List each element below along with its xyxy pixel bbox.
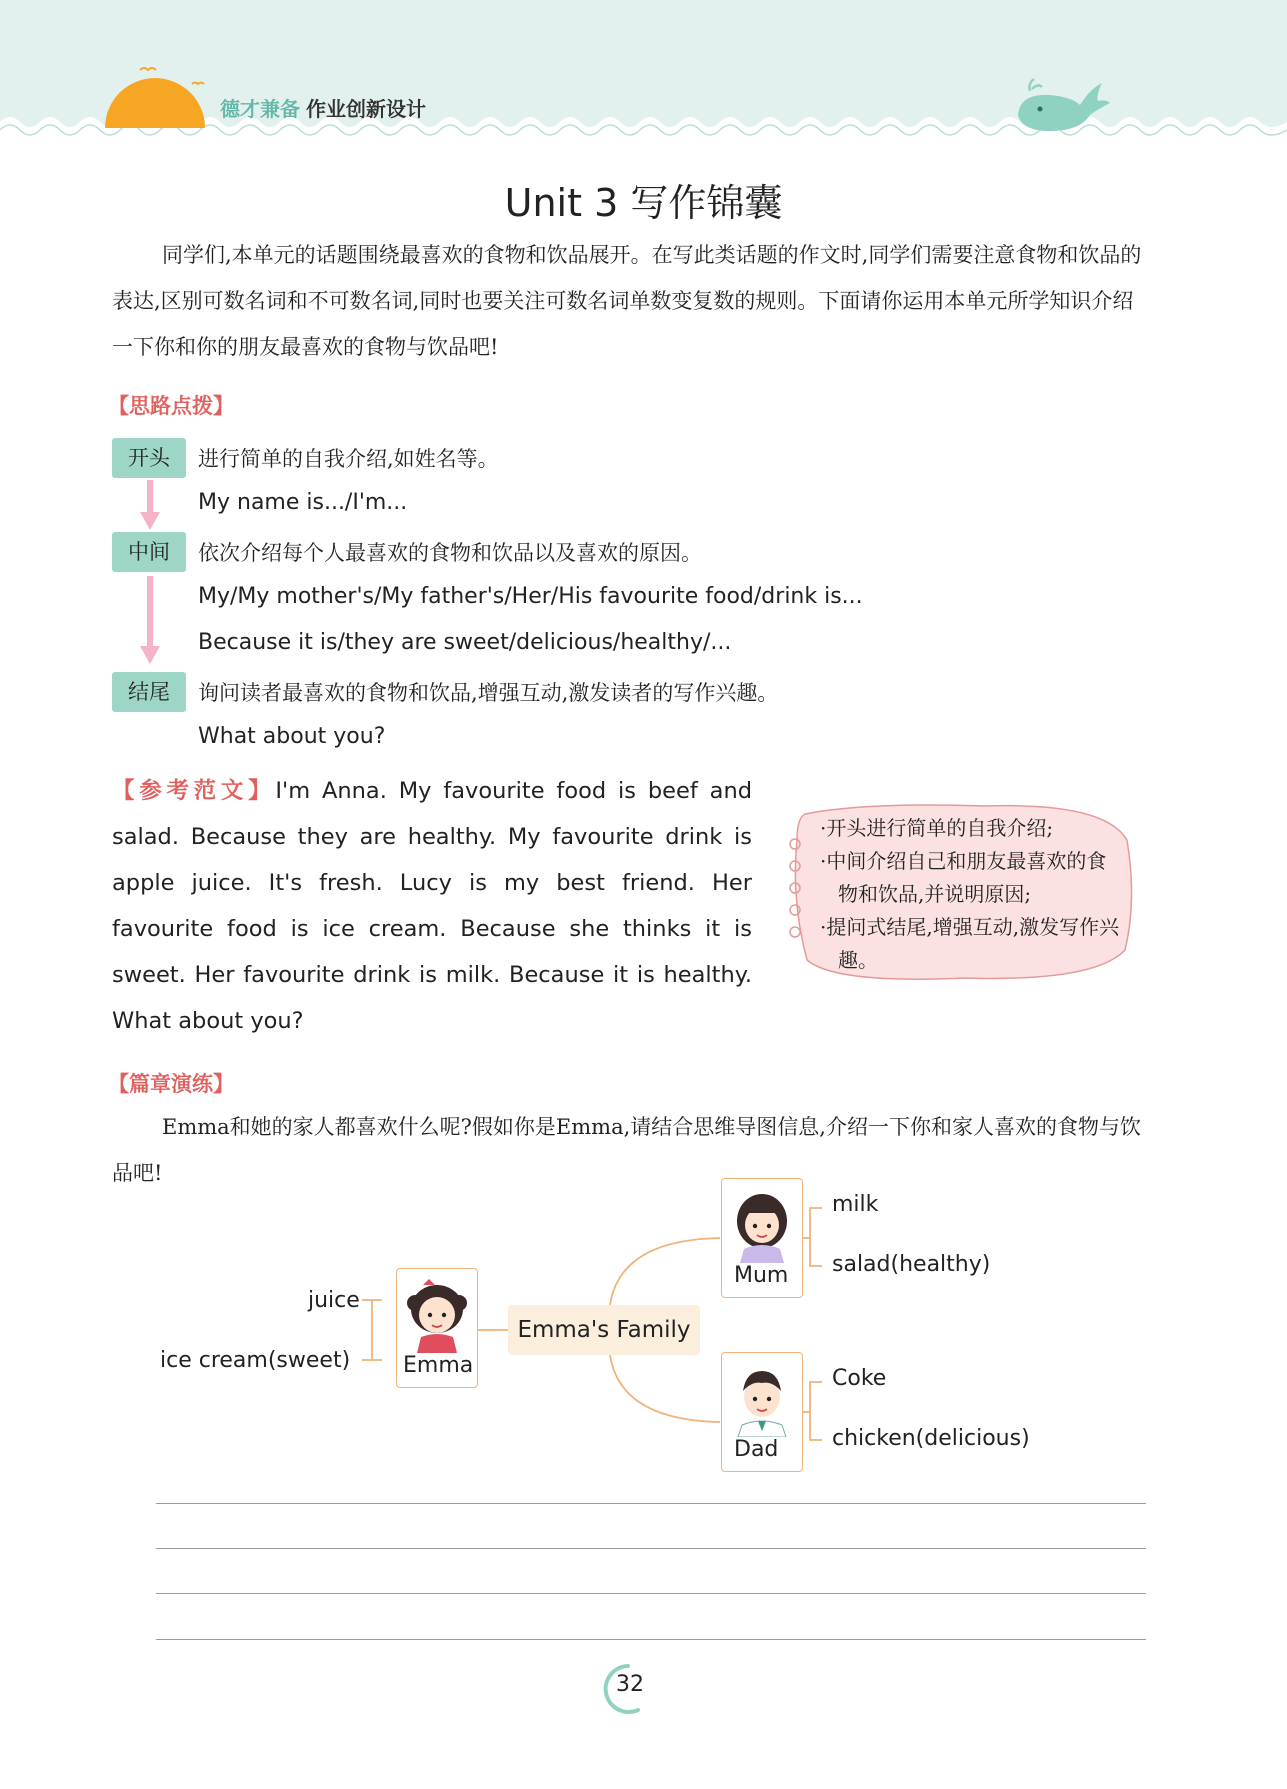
sample-text: I'm Anna. My favourite food is beef and salad. Because they are healthy. My favourite drink is apple juice. It's fresh. Lucy is my best friend. Her favourite food is ice cream. Because she thinks it is sweet. Her favourite drink is milk. Because it is healthy. What about you? bbox=[112, 778, 752, 1034]
mum-card bbox=[721, 1178, 803, 1298]
practice-prompt: Emma和她的家人都喜欢什么呢?假如你是Emma,请结合思维导图信息,介绍一下你和家人喜欢的食物与饮品吧! bbox=[112, 1115, 1141, 1185]
end-example: What about you? bbox=[198, 724, 386, 749]
brand-title bbox=[220, 93, 426, 122]
start-description: 进行简单的自我介绍,如姓名等。 bbox=[198, 447, 499, 471]
middle-description: 依次介绍每个人最喜欢的食物和饮品以及喜欢的原因。 bbox=[198, 541, 702, 565]
emma-label: Emma bbox=[403, 1353, 474, 1378]
start-example: My name is.../I'm... bbox=[198, 490, 408, 515]
tag-start: 开头 bbox=[112, 438, 186, 478]
brand-rest: 作业创新设计 bbox=[306, 97, 426, 121]
mum-item: salad(healthy) bbox=[832, 1252, 991, 1277]
whale-icon bbox=[1010, 75, 1110, 135]
page-header bbox=[0, 0, 1287, 150]
mindmap-center: Emma's Family bbox=[508, 1305, 700, 1355]
note-text bbox=[820, 812, 1120, 977]
section-heading-tips: 【思路点拨】 bbox=[108, 394, 234, 418]
note-item: ·开头进行简单的自我介绍; bbox=[820, 816, 1054, 840]
writing-line[interactable] bbox=[156, 1593, 1146, 1594]
writing-line[interactable] bbox=[156, 1639, 1146, 1640]
middle-example-1: My/My mother's/My father's/Her/His favourite food/drink is... bbox=[198, 584, 863, 609]
dad-item: chicken(delicious) bbox=[832, 1426, 1030, 1451]
sample-label: 【参考范文】 bbox=[112, 778, 276, 804]
tag-middle: 中间 bbox=[112, 532, 186, 572]
emma-item: ice cream(sweet) bbox=[160, 1348, 351, 1373]
end-description: 询问读者最喜欢的食物和饮品,增强互动,激发读者的写作兴趣。 bbox=[198, 681, 779, 705]
sun-icon bbox=[100, 62, 210, 132]
emma-card bbox=[396, 1268, 478, 1388]
intro-paragraph: 同学们,本单元的话题围绕最喜欢的食物和饮品展开。在写此类话题的作文时,同学们需要注意食物和饮品的表达,区别可数名词和不可数名词,同时也要关注可数名词单数变复数的规则。下面请你运用本单元所学知识介绍一下你和你的朋友最喜欢的食物与饮品吧! bbox=[112, 243, 1142, 359]
section-heading-practice: 【篇章演练】 bbox=[108, 1072, 234, 1096]
arrow-down-icon bbox=[140, 576, 160, 668]
dad-card bbox=[721, 1352, 803, 1472]
note-item: ·提问式结尾,增强互动,激发写作兴趣。 bbox=[820, 915, 1120, 972]
writing-line[interactable] bbox=[156, 1548, 1146, 1549]
arrow-down-icon bbox=[140, 480, 160, 532]
sample-essay bbox=[112, 768, 752, 1044]
mum-item: milk bbox=[832, 1192, 879, 1217]
brand-accent: 德才兼备 bbox=[220, 97, 300, 121]
girl-avatar-icon bbox=[397, 1269, 477, 1353]
tag-end: 结尾 bbox=[112, 672, 186, 712]
middle-example-2: Because it is/they are sweet/delicious/healthy/... bbox=[198, 630, 732, 655]
dad-item: Coke bbox=[832, 1366, 887, 1391]
page-number: 32 bbox=[616, 1672, 644, 1697]
writing-line[interactable] bbox=[156, 1503, 1146, 1504]
man-avatar-icon bbox=[722, 1353, 802, 1437]
woman-avatar-icon bbox=[722, 1179, 802, 1263]
dad-label: Dad bbox=[734, 1437, 779, 1462]
note-item: ·中间介绍自己和朋友最喜欢的食物和饮品,并说明原因; bbox=[820, 849, 1107, 906]
page-title: Unit 3 写作锦囊 bbox=[504, 181, 783, 225]
mum-label: Mum bbox=[734, 1263, 789, 1288]
emma-item: juice bbox=[308, 1288, 360, 1313]
